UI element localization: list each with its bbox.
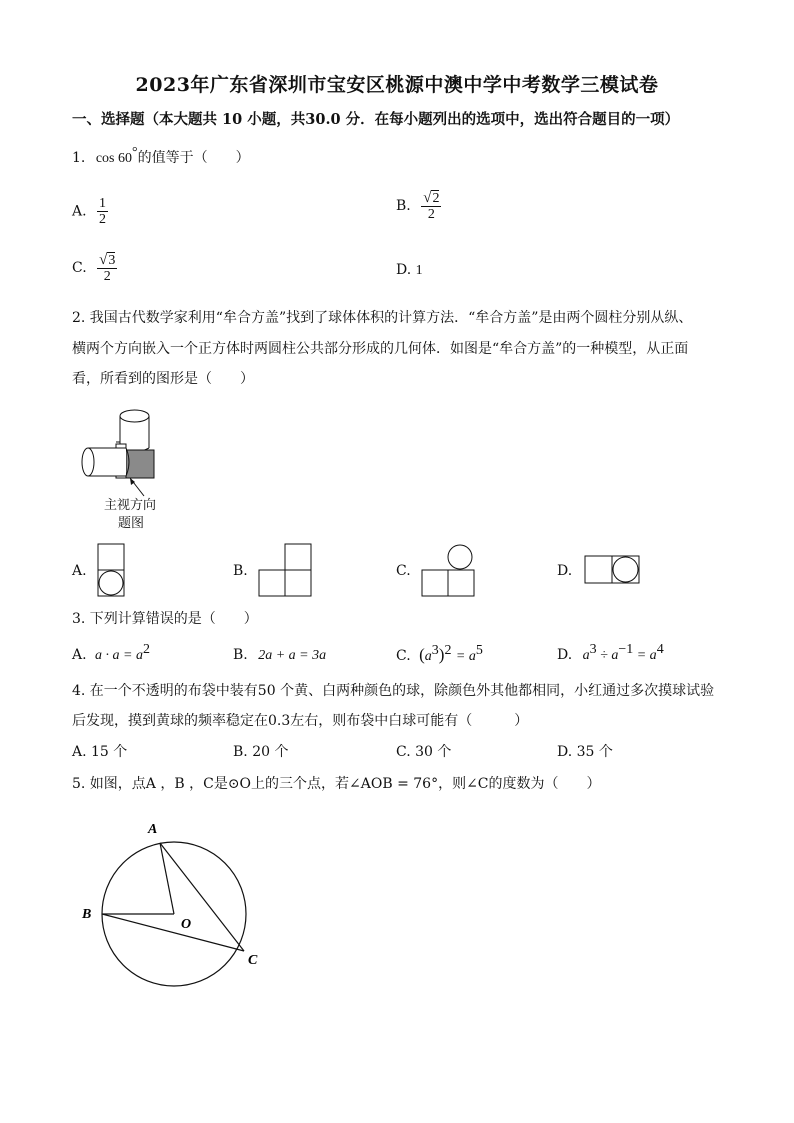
q3-option-d-label: D.: [557, 647, 573, 663]
q1-option-a-denominator: 2: [99, 212, 107, 227]
q1-option-d-label: D.: [396, 262, 412, 278]
q3-option-c-base: a: [424, 649, 432, 664]
q3-option-b[interactable]: [233, 645, 326, 666]
q1-option-b-label: B.: [396, 198, 411, 214]
q2-option-d-figure[interactable]: [584, 555, 642, 585]
q3-option-a-label: A.: [72, 647, 87, 663]
label-point-a: A: [148, 822, 158, 837]
figure-caption-view-direction: 主视方向: [104, 498, 157, 513]
q1-option-b[interactable]: [396, 190, 441, 222]
q1-option-c-label: C.: [72, 260, 87, 276]
question-2-line-3: 看，所看到的图形是（ ）: [72, 371, 254, 387]
q3-option-d-exponent-3: 4: [656, 642, 664, 657]
question-4-line-1: 4. 在一个不透明的布袋中装有50 个黄、白两种颜色的球，除颜色外其他都相同，小红通过多次摸球试验: [72, 683, 715, 699]
q3-option-d-exponent-2: −1: [618, 642, 634, 657]
label-point-c: C: [248, 953, 258, 968]
q1-option-b-radicand: 2: [432, 191, 440, 206]
q1-option-d-value: 1: [415, 263, 423, 278]
q1-option-b-numerator: √2: [423, 190, 440, 206]
q3-option-c-rhs-exponent: 5: [475, 643, 483, 658]
q1-option-a[interactable]: [72, 196, 108, 227]
q1-option-c-numerator: √3: [99, 252, 116, 268]
q3-option-a-expression: a · a = a: [95, 648, 143, 663]
q2-option-c-label[interactable]: C.: [396, 563, 411, 579]
q1-option-c-radicand: 3: [108, 253, 116, 268]
question-4-line-2: 后发现，摸到黄球的频率稳定在0.3左右，则布袋中白球可能有（ ）: [72, 713, 529, 729]
q1-option-a-label: A.: [72, 203, 87, 220]
question-5-text: 5. 如图，点A ，B ，C是⊙O上的三个点，若∠AOB = 76°，则∠C的度数为（ ）: [72, 776, 601, 792]
q4-option-c[interactable]: C. 30 个: [396, 744, 452, 760]
q3-option-a-exponent: 2: [142, 642, 150, 657]
q3-option-d-rhs: = a: [633, 648, 657, 663]
q1-option-b-denominator: 2: [427, 207, 435, 222]
question-1-number: 1.: [72, 150, 86, 166]
question-1-text: 的值等于（ ）: [137, 150, 250, 166]
q3-option-b-label: B.: [233, 647, 248, 663]
q2-option-b-figure[interactable]: [258, 543, 314, 597]
q1-option-a-numerator: 1: [99, 196, 107, 211]
q1-option-c[interactable]: [72, 252, 117, 284]
q1-option-d[interactable]: [396, 260, 423, 281]
q3-option-c-rhs: = a: [455, 649, 476, 664]
q2-option-c-figure[interactable]: [421, 543, 477, 597]
question-1-function: cos 60: [95, 151, 132, 166]
circle-geometry-figure: [72, 812, 282, 992]
q2-option-a-figure[interactable]: [97, 543, 127, 597]
page-title: 2023年广东省深圳市宝安区桃源中澳中学中考数学三模试卷: [135, 74, 659, 96]
question-3-text: 3. 下列计算错误的是（ ）: [72, 611, 258, 627]
q2-option-b-label[interactable]: B.: [233, 563, 248, 579]
q3-option-d-exponent-1: 3: [589, 642, 597, 657]
q4-option-d[interactable]: D. 35 个: [557, 744, 613, 760]
label-point-o: O: [181, 917, 192, 932]
figure-caption-title: 题图: [118, 516, 145, 531]
q2-option-d-label[interactable]: D.: [557, 563, 573, 579]
q3-option-c-right-paren: ): [438, 645, 445, 664]
q3-option-c[interactable]: [396, 645, 483, 667]
label-point-b: B: [82, 907, 92, 922]
segment-ac: [160, 843, 244, 951]
question-2-line-2: 横两个方向嵌入一个正方体时两圆柱公共部分形成的几何体．如图是“牟合方盖”的一种模型，从正面: [72, 341, 689, 357]
question-1-degree: °: [131, 145, 138, 160]
q4-option-a[interactable]: A. 15 个: [72, 744, 128, 760]
q3-option-a[interactable]: [72, 642, 150, 666]
segment-bc: [102, 914, 244, 951]
q1-option-c-fraction: [97, 252, 117, 284]
q2-option-a-label[interactable]: A.: [72, 563, 87, 579]
q3-option-c-label: C.: [396, 648, 411, 664]
question-2-line-1: 2. 我国古代数学家利用“牟合方盖”找到了球体体积的计算方法．“牟合方盖”是由两个圆柱分别从纵、: [72, 310, 693, 326]
q3-option-c-left-paren: (: [419, 645, 425, 664]
q3-option-c-outer-exponent: 2: [444, 643, 452, 658]
q3-option-d-base: a: [582, 648, 590, 663]
q1-option-b-fraction: [421, 190, 441, 222]
question-1: [72, 145, 250, 169]
q3-option-d[interactable]: [557, 642, 664, 666]
segment-ao: [160, 843, 174, 914]
q4-option-b[interactable]: B. 20 个: [233, 744, 289, 760]
q3-option-d-operator: ÷ a: [596, 648, 619, 663]
q1-option-c-denominator: 2: [103, 269, 111, 284]
section-heading: 一、选择题（本大题共 10 小题，共30.0 分．在每小题列出的选项中，选出符合题目的一项）: [72, 111, 680, 128]
q3-option-c-inner-exponent: 3: [431, 643, 439, 658]
q3-option-b-expression: 2a + a = 3a: [258, 648, 327, 663]
q1-option-a-fraction: [97, 196, 108, 227]
